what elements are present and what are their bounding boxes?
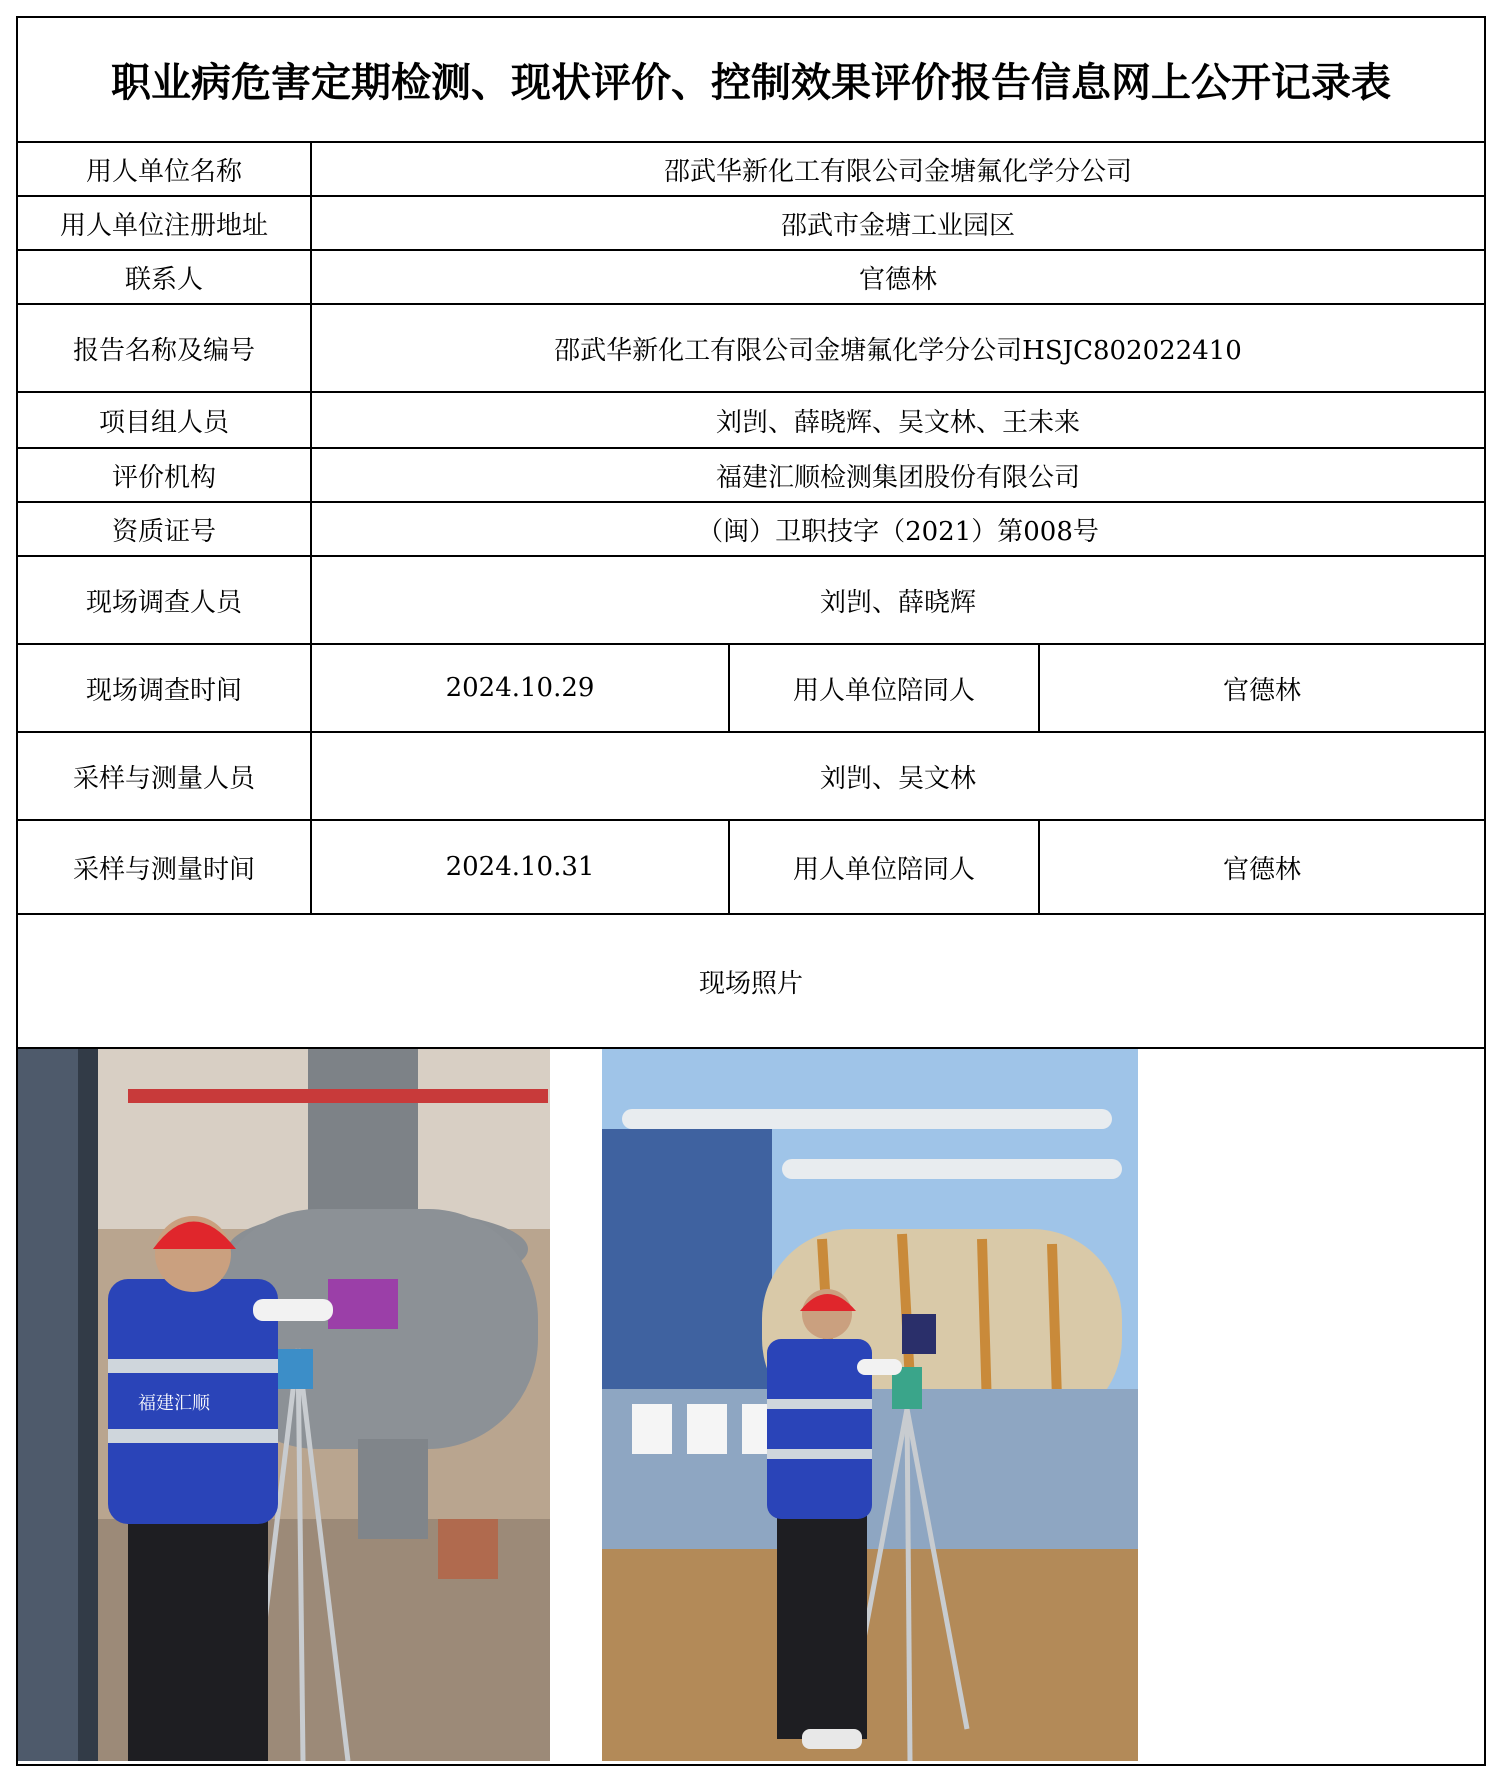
page-title: 职业病危害定期检测、现状评价、控制效果评价报告信息网上公开记录表: [111, 60, 1391, 106]
row-contact: [18, 249, 1484, 303]
cert-value: （闽）卫职技字（2021）第008号: [310, 503, 1484, 555]
cert-label: 资质证号: [111, 516, 216, 547]
survey-staff-value: 刘剀、薛晓辉: [310, 557, 1484, 643]
address-value: 邵武市金塘工业园区: [310, 197, 1484, 249]
sampling-time-label: 采样与测量时间: [72, 854, 255, 885]
sampling-companion-value: 官德林: [1038, 821, 1484, 913]
row-photos-label: [18, 913, 1484, 1047]
agency-value: 福建汇顺检测集团股份有限公司: [310, 449, 1484, 501]
contact-value: 官德林: [310, 251, 1484, 303]
survey-time-label: 现场调查时间: [85, 675, 242, 706]
employer-name-label: 用人单位名称: [85, 156, 242, 187]
site-photo-indoor: [18, 1049, 550, 1761]
address-label: 用人单位注册地址: [59, 210, 268, 241]
row-survey-staff: [18, 555, 1484, 643]
row-address: [18, 195, 1484, 249]
team-value: 刘剀、薛晓辉、吴文林、王未来: [310, 393, 1484, 447]
survey-staff-label: 现场调查人员: [85, 587, 242, 618]
sampling-time-value: 2024.10.31: [310, 821, 728, 913]
row-report: [18, 303, 1484, 391]
vest-logo-text: 福建汇顺: [138, 1393, 210, 1414]
record-sheet: [16, 16, 1486, 1766]
site-photo-outdoor-image: [602, 1049, 1138, 1761]
survey-time-value: 2024.10.29: [310, 645, 728, 731]
photos-label: 现场照片: [698, 968, 803, 999]
contact-label: 联系人: [124, 264, 203, 295]
photo-area: [18, 1047, 1484, 1766]
row-survey-time: [18, 643, 1484, 731]
row-employer-name: [18, 141, 1484, 195]
row-sampling-staff: [18, 731, 1484, 819]
row-cert: [18, 501, 1484, 555]
team-label: 项目组人员: [98, 407, 229, 438]
sampling-staff-value: 刘剀、吴文林: [310, 733, 1484, 819]
row-team: [18, 391, 1484, 447]
site-photo-indoor-image: [18, 1049, 550, 1761]
row-sampling-time: [18, 819, 1484, 913]
sampling-companion-label: 用人单位陪同人: [728, 821, 1038, 913]
site-photo-outdoor: [602, 1049, 1138, 1761]
report-value: 邵武华新化工有限公司金塘氟化学分公司HSJC802022410: [310, 305, 1484, 391]
survey-companion-label: 用人单位陪同人: [728, 645, 1038, 731]
report-label: 报告名称及编号: [72, 335, 255, 366]
employer-name-value: 邵武华新化工有限公司金塘氟化学分公司: [310, 143, 1484, 195]
row-agency: [18, 447, 1484, 501]
survey-companion-value: 官德林: [1038, 645, 1484, 731]
agency-label: 评价机构: [111, 462, 216, 493]
sampling-staff-label: 采样与测量人员: [72, 763, 255, 794]
